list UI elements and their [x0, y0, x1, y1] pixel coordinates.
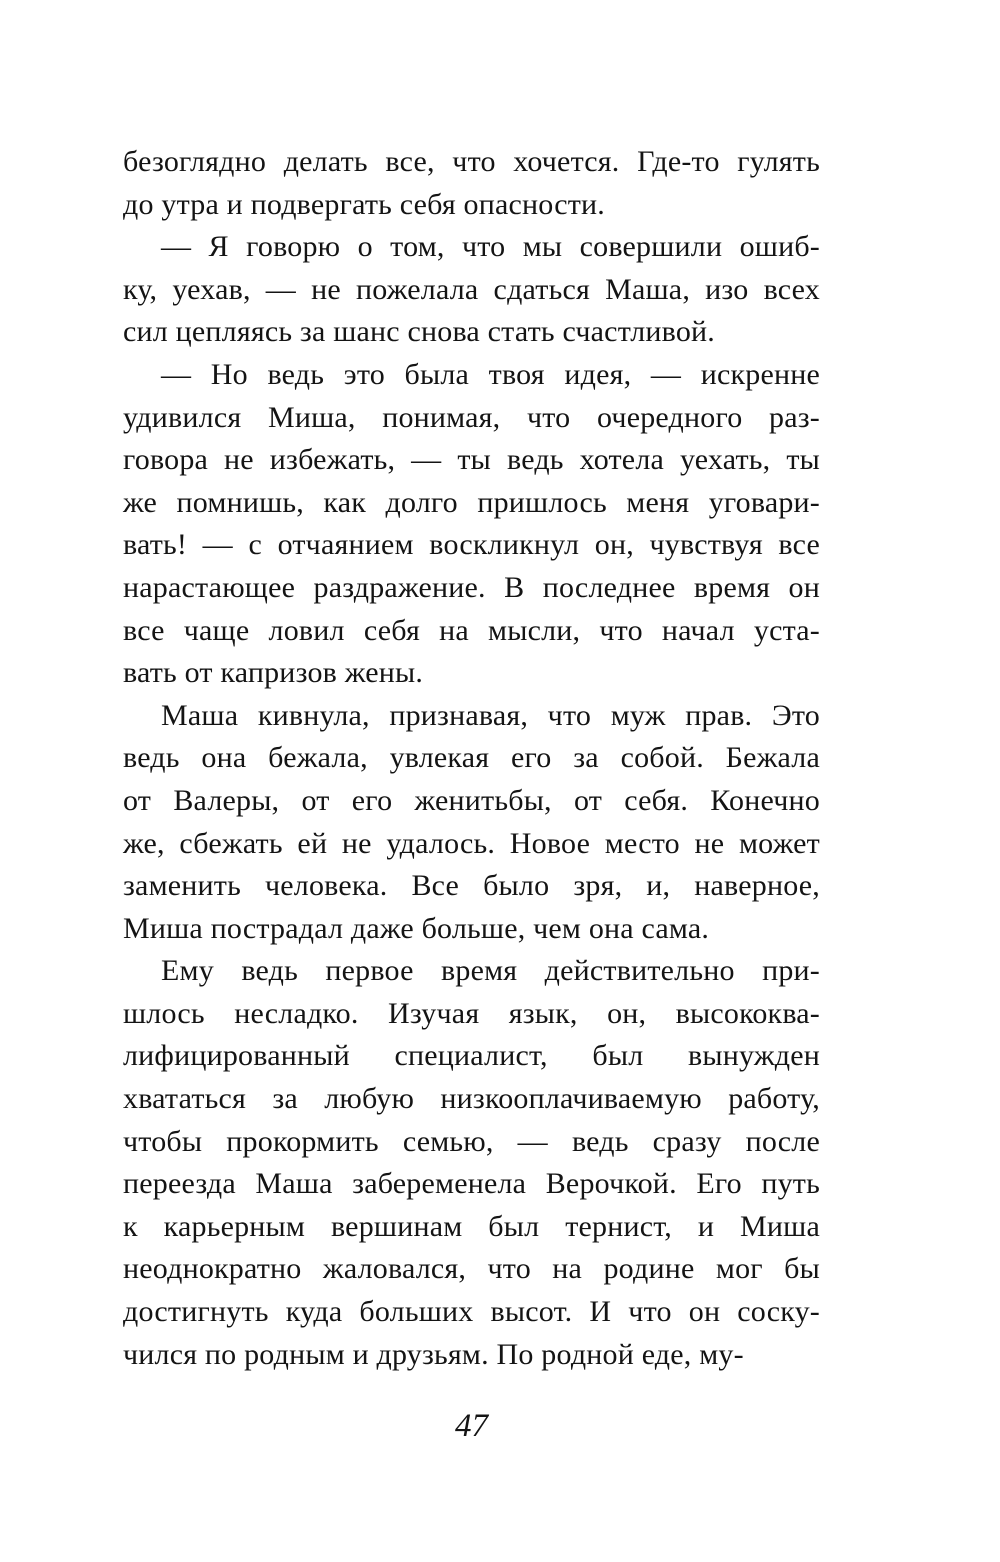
- text-line: лифицированный специалист, был вынужден: [123, 1039, 820, 1073]
- text-line: неоднократно жаловался, что на родине мог бы: [123, 1252, 820, 1286]
- text-line: до утра и подвергать себя опасности.: [123, 187, 605, 221]
- text-line: же помнишь, как долго пришлось меня уговари-: [123, 485, 820, 519]
- text-line: хвататься за любую низкооплачиваемую работу,: [123, 1082, 820, 1116]
- text-line: чился по родным и друзьям. По родной еде, му-: [123, 1337, 744, 1371]
- text-line: достигнуть куда больших высот. И что он соску-: [123, 1295, 820, 1329]
- text-line: заменить человека. Все было зря, и, наверное,: [123, 869, 820, 903]
- paragraph: [123, 695, 820, 951]
- text-line: вать! — с отчаянием воскликнул он, чувствуя все: [123, 528, 820, 562]
- text-line: безоглядно делать все, что хочется. Где-то гулять: [123, 145, 820, 178]
- page-number: 47: [455, 1408, 488, 1444]
- text-line: к карьерным вершинам был тернист, и Миша: [123, 1209, 820, 1243]
- paragraph: [123, 141, 820, 226]
- text-line: чтобы прокормить семью, — ведь сразу после: [123, 1124, 820, 1158]
- text-line: вать от капризов жены.: [123, 656, 424, 690]
- text-line: Миша пострадал даже больше, чем она сама.: [123, 911, 710, 945]
- text-line: — Я говорю о том, что мы совершили ошиб-: [161, 230, 820, 264]
- text-line: сил цепляясь за шанс снова стать счастливой.: [123, 315, 715, 349]
- text-line: все чаще ловил себя на мысли, что начал уста-: [123, 613, 820, 647]
- paragraph: [123, 354, 820, 695]
- text-line: Маша кивнула, признавая, что муж прав. Это: [161, 698, 820, 732]
- text-line: переезда Маша забеременела Верочкой. Его путь: [123, 1167, 820, 1201]
- text-line: нарастающее раздражение. В последнее время он: [123, 570, 820, 604]
- text-line: ку, уехав, — не пожелала сдаться Маша, изо всех: [123, 272, 820, 306]
- text-line: говора не избежать, — ты ведь хотела уехать, ты: [123, 443, 820, 477]
- text-line: Ему ведь первое время действительно при-: [161, 954, 820, 988]
- text-line: удивился Миша, понимая, что очередного раз-: [123, 400, 820, 434]
- text-line: же, сбежать ей не удалось. Новое место не может: [123, 826, 820, 860]
- paragraph: [123, 226, 820, 354]
- text-line: — Но ведь это была твоя идея, — искренне: [161, 357, 820, 391]
- text-line: шлось несладко. Изучая язык, он, высококва-: [123, 996, 820, 1030]
- text-line: ведь она бежала, увлекая его за собой. Бежала: [123, 741, 820, 775]
- text-line: от Валеры, от его женитьбы, от себя. Конечно: [123, 783, 820, 817]
- text-block: [123, 141, 820, 1376]
- paragraph: [123, 950, 820, 1376]
